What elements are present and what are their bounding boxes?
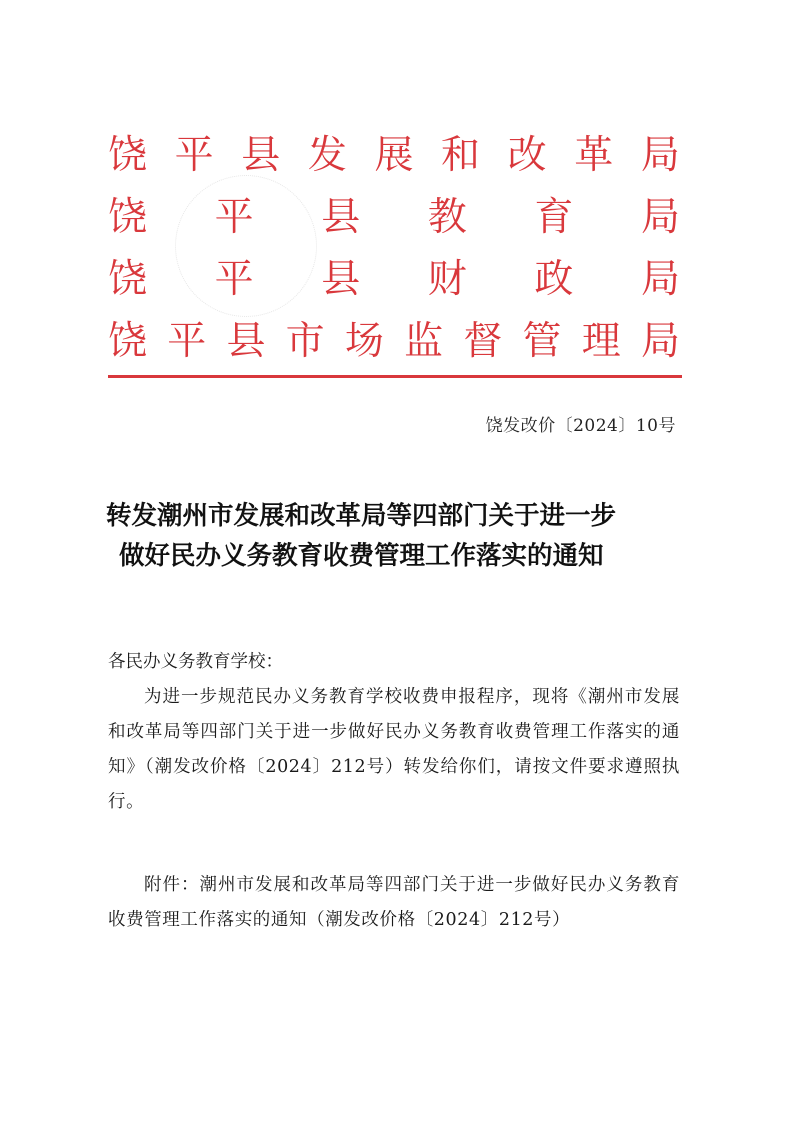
agency-char: 平 xyxy=(167,318,207,364)
agency-char: 县 xyxy=(321,194,361,240)
agency-char: 饶 xyxy=(108,256,148,302)
agency-char: 县 xyxy=(241,132,281,178)
salutation: 各民办义务教育学校： xyxy=(108,652,283,672)
agency-char: 改 xyxy=(507,132,547,178)
agency-char: 展 xyxy=(374,132,414,178)
agency-char: 理 xyxy=(581,318,621,364)
agency-char: 平 xyxy=(214,194,254,240)
agency-line-education xyxy=(108,186,680,248)
agency-char: 局 xyxy=(640,132,680,178)
agency-char: 政 xyxy=(534,256,574,302)
agency-char: 县 xyxy=(226,318,266,364)
agency-char: 育 xyxy=(534,194,574,240)
body-paragraph: 为进一步规范民办义务教育学校收费申报程序，现将《潮州市发展和改革局等四部门关于进一步做好民办义务教育收费管理工作落实的通知》（潮发改价格〔2024〕212号）转发给你们，请按文件要求遵照执行。 xyxy=(108,687,680,812)
agency-char: 教 xyxy=(427,194,467,240)
agency-char: 局 xyxy=(640,318,680,364)
red-separator-line xyxy=(108,375,682,378)
agency-char: 饶 xyxy=(108,132,148,178)
agency-char: 监 xyxy=(404,318,444,364)
agency-char: 饶 xyxy=(108,318,148,364)
agency-char: 发 xyxy=(307,132,347,178)
agency-char: 局 xyxy=(640,194,680,240)
attachment-note: 附件：潮州市发展和改革局等四部门关于进一步做好民办义务教育收费管理工作落实的通知（潮发改价格〔2024〕212号） xyxy=(108,875,680,930)
title-line-2: 做好民办义务教育收费管理工作落实的通知 xyxy=(119,541,604,571)
agency-line-finance xyxy=(108,248,680,310)
agency-char: 财 xyxy=(427,256,467,302)
agency-char: 县 xyxy=(321,256,361,302)
agency-char: 督 xyxy=(463,318,503,364)
agency-char: 平 xyxy=(214,256,254,302)
agency-char: 管 xyxy=(522,318,562,364)
agency-char: 场 xyxy=(344,318,384,364)
agency-line-market-supervision xyxy=(108,310,680,372)
agency-char: 革 xyxy=(574,132,614,178)
agency-char: 和 xyxy=(441,132,481,178)
document-number: 饶发改价〔2024〕10号 xyxy=(485,416,676,436)
agency-char: 饶 xyxy=(108,194,148,240)
document-title xyxy=(106,496,686,576)
agency-char: 局 xyxy=(640,256,680,302)
agency-char: 市 xyxy=(285,318,325,364)
issuing-agencies-header xyxy=(108,124,680,372)
agency-line-development-reform xyxy=(108,124,680,186)
title-line-1: 转发潮州市发展和改革局等四部门关于进一步 xyxy=(106,501,617,531)
agency-char: 平 xyxy=(174,132,214,178)
